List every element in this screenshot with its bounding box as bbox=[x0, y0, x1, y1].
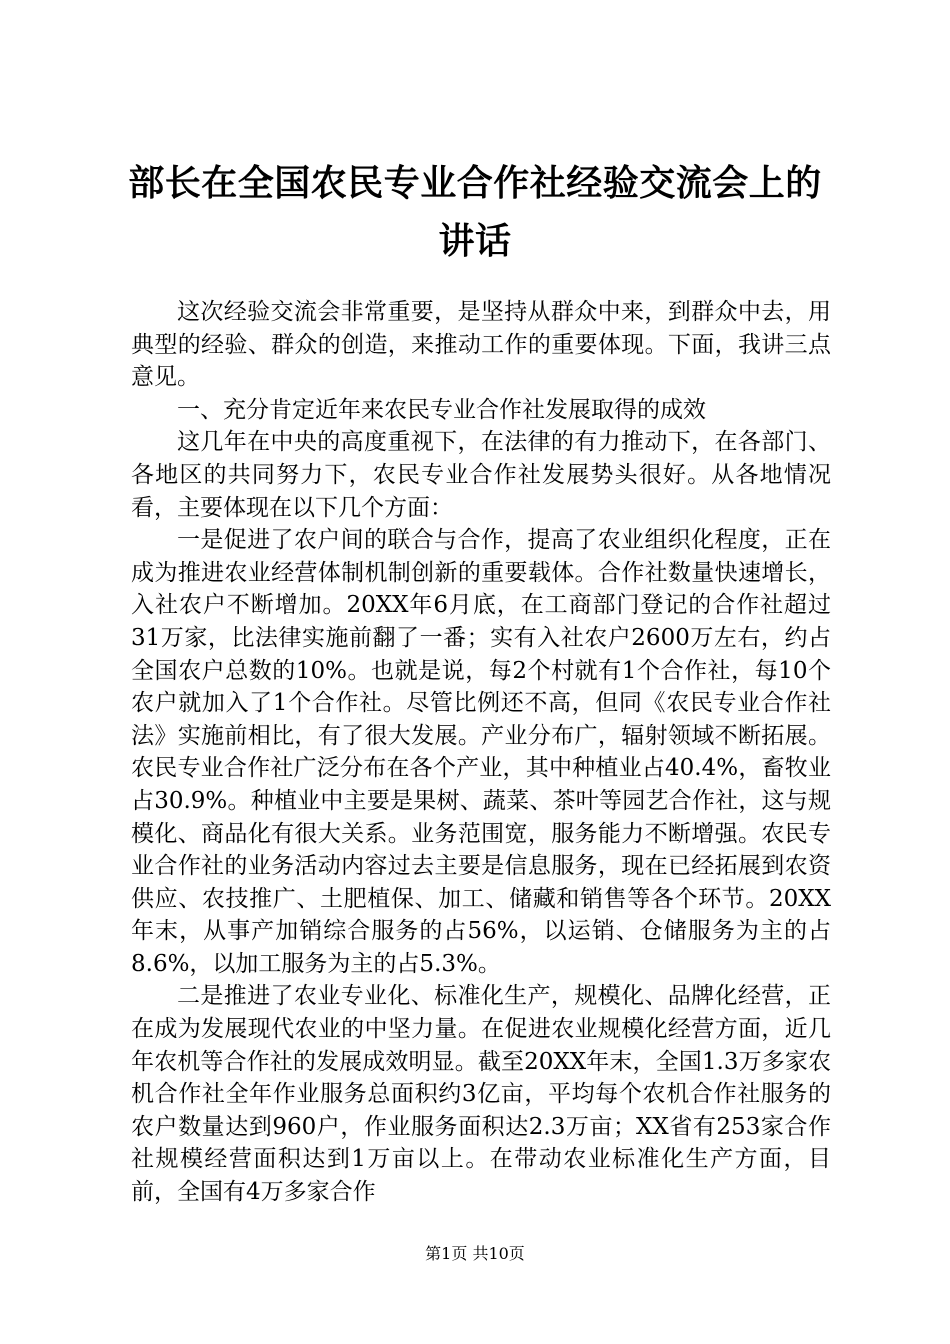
paragraph-intro: 这次经验交流会非常重要，是坚持从群众中来，到群众中去，用典型的经验、群众的创造，来推动工作的重要体现。下面，我讲三点意见。 bbox=[131, 299, 831, 391]
paragraph-point-2: 二是推进了农业专业化、标准化生产，规模化、品牌化经营，正在成为发展现代农业的中坚力量。在促进农业规模化经营方面，近几年农机等合作社的发展成效明显。截至20XX年末，全国1.3万多家农机合作社全年作业服务总面积约3亿亩，平均每个农机合作社服务的农户数量达到960户，作业服务面积达2.3万亩；XX省有253家合作社规模经营面积达到1万亩以上。在带动农业标准化生产方面，目前，全国有4万多家合作 bbox=[131, 983, 831, 1206]
document-title: 部长在全国农民专业合作社经验交流会上的讲话 bbox=[128, 163, 822, 262]
paragraph-point-1: 一是促进了农户间的联合与合作，提高了农业组织化程度，正在成为推进农业经营体制机制创新的重要载体。合作社数量快速增长，入社农户不断增加。20XX年6月底，在工商部门登记的合作社超过31万家，比法律实施前翻了一番；实有入社农户2600万左右，约占全国农户总数的10%。也就是说，每2个村就有1个合作社，每10个农户就加入了1个合作社。尽管比例还不高，但同《农民专业合作社法》实施前相比，有了很大发展。产业分布广，辐射领域不断拓展。农民专业合作社广泛分布在各个产业，其中种植业占40.4%，畜牧业占30.9%。种植业中主要是果树、蔬菜、茶叶等园艺合作社，这与规模化、商品化有很大关系。业务范围宽，服务能力不断增强。农民专业合作社的业务活动内容过去主要是信息服务，现在已经拓展到农资供应、农技推广、土肥植保、加工、储藏和销售等各个环节。20XX年末，从事产加销综合服务的占56%，以运销、仓储服务为主的占8.6%，以加工服务为主的占5.3%。 bbox=[131, 527, 831, 977]
page-footer: 第1页 共10页 bbox=[425, 1244, 525, 1263]
section-heading-1: 一、充分肯定近年来农民专业合作社发展取得的成效 bbox=[177, 396, 706, 423]
document-body bbox=[131, 296, 831, 1209]
paragraph-overview: 这几年在中央的高度重视下，在法律的有力推动下，在各部门、各地区的共同努力下，农民专业合作社发展势头很好。从各地情况看，主要体现在以下几个方面： bbox=[131, 429, 831, 521]
